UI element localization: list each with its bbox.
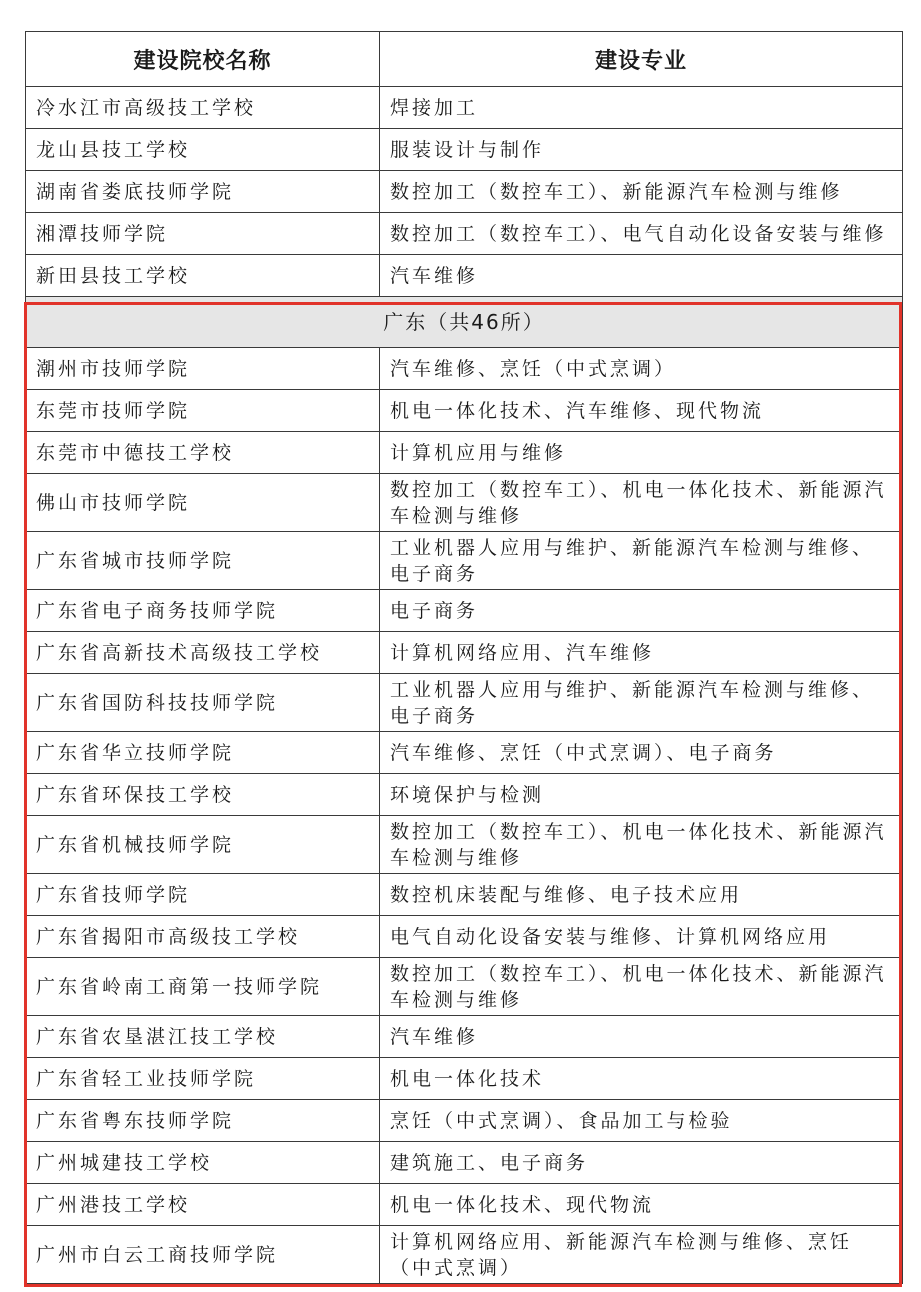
major-list: 数控加工（数控车工）、机电一体化技术、新能源汽车检测与维修	[380, 958, 903, 1016]
school-name: 广州港技工学校	[26, 1184, 380, 1226]
header-row	[26, 32, 903, 87]
school-name: 广东省电子商务技师学院	[26, 590, 380, 632]
major-list: 计算机网络应用、新能源汽车检测与维修、烹饪（中式烹调）	[380, 1226, 903, 1284]
table-row	[26, 348, 903, 390]
table-row	[26, 432, 903, 474]
major-list: 建筑施工、电子商务	[380, 1142, 903, 1184]
major-list: 烹饪（中式烹调）、食品加工与检验	[380, 1100, 903, 1142]
school-name: 广东省揭阳市高级技工学校	[26, 916, 380, 958]
table-row	[26, 590, 903, 632]
header-major: 建设专业	[380, 32, 903, 87]
table-row	[26, 474, 903, 532]
table-row	[26, 916, 903, 958]
major-list: 汽车维修、烹饪（中式烹调）	[380, 348, 903, 390]
school-name: 广东省环保技工学校	[26, 774, 380, 816]
table-row	[26, 213, 903, 255]
school-name: 广东省岭南工商第一技师学院	[26, 958, 380, 1016]
major-list: 电子商务	[380, 590, 903, 632]
table-row	[26, 1184, 903, 1226]
section-row	[26, 297, 903, 348]
major-list: 机电一体化技术	[380, 1058, 903, 1100]
school-name: 湘潭技师学院	[26, 213, 380, 255]
table-row	[26, 255, 903, 297]
table-row	[26, 532, 903, 590]
schools-table	[25, 31, 903, 1284]
school-name: 东莞市技师学院	[26, 390, 380, 432]
major-list: 工业机器人应用与维护、新能源汽车检测与维修、电子商务	[380, 674, 903, 732]
major-list: 数控加工（数控车工）、机电一体化技术、新能源汽车检测与维修	[380, 816, 903, 874]
major-list: 汽车维修	[380, 1016, 903, 1058]
table-row	[26, 1058, 903, 1100]
table-row	[26, 674, 903, 732]
table-row	[26, 1100, 903, 1142]
school-name: 广东省城市技师学院	[26, 532, 380, 590]
major-list: 环境保护与检测	[380, 774, 903, 816]
major-list: 工业机器人应用与维护、新能源汽车检测与维修、电子商务	[380, 532, 903, 590]
school-name: 广州城建技工学校	[26, 1142, 380, 1184]
table-row	[26, 1016, 903, 1058]
table-row	[26, 129, 903, 171]
school-name: 广东省华立技师学院	[26, 732, 380, 774]
school-name: 湖南省娄底技师学院	[26, 171, 380, 213]
school-name: 广东省农垦湛江技工学校	[26, 1016, 380, 1058]
major-list: 焊接加工	[380, 87, 903, 129]
major-list: 电气自动化设备安装与维修、计算机网络应用	[380, 916, 903, 958]
school-name: 广东省高新技术高级技工学校	[26, 632, 380, 674]
table-row	[26, 1226, 903, 1284]
major-list: 计算机应用与维修	[380, 432, 903, 474]
table-row	[26, 390, 903, 432]
school-name: 新田县技工学校	[26, 255, 380, 297]
school-name: 龙山县技工学校	[26, 129, 380, 171]
school-name: 广东省技师学院	[26, 874, 380, 916]
school-name: 广东省轻工业技师学院	[26, 1058, 380, 1100]
major-list: 服装设计与制作	[380, 129, 903, 171]
major-list: 汽车维修	[380, 255, 903, 297]
table-row	[26, 87, 903, 129]
major-list: 机电一体化技术、现代物流	[380, 1184, 903, 1226]
table-row	[26, 171, 903, 213]
school-name: 广东省机械技师学院	[26, 816, 380, 874]
table-row	[26, 874, 903, 916]
table-row	[26, 1142, 903, 1184]
table-row	[26, 732, 903, 774]
major-list: 数控加工（数控车工）、电气自动化设备安装与维修	[380, 213, 903, 255]
school-name: 广州市白云工商技师学院	[26, 1226, 380, 1284]
school-name: 广东省国防科技技师学院	[26, 674, 380, 732]
school-name: 佛山市技师学院	[26, 474, 380, 532]
school-name: 广东省粤东技师学院	[26, 1100, 380, 1142]
table-row	[26, 774, 903, 816]
section-title: 广东（共46所）	[26, 297, 903, 348]
school-name: 东莞市中德技工学校	[26, 432, 380, 474]
major-list: 数控加工（数控车工）、机电一体化技术、新能源汽车检测与维修	[380, 474, 903, 532]
school-name: 冷水江市高级技工学校	[26, 87, 380, 129]
major-list: 计算机网络应用、汽车维修	[380, 632, 903, 674]
table-row	[26, 632, 903, 674]
header-school: 建设院校名称	[26, 32, 380, 87]
major-list: 机电一体化技术、汽车维修、现代物流	[380, 390, 903, 432]
major-list: 数控机床装配与维修、电子技术应用	[380, 874, 903, 916]
school-name: 潮州市技师学院	[26, 348, 380, 390]
table-row	[26, 958, 903, 1016]
table-row	[26, 816, 903, 874]
major-list: 汽车维修、烹饪（中式烹调）、电子商务	[380, 732, 903, 774]
major-list: 数控加工（数控车工）、新能源汽车检测与维修	[380, 171, 903, 213]
